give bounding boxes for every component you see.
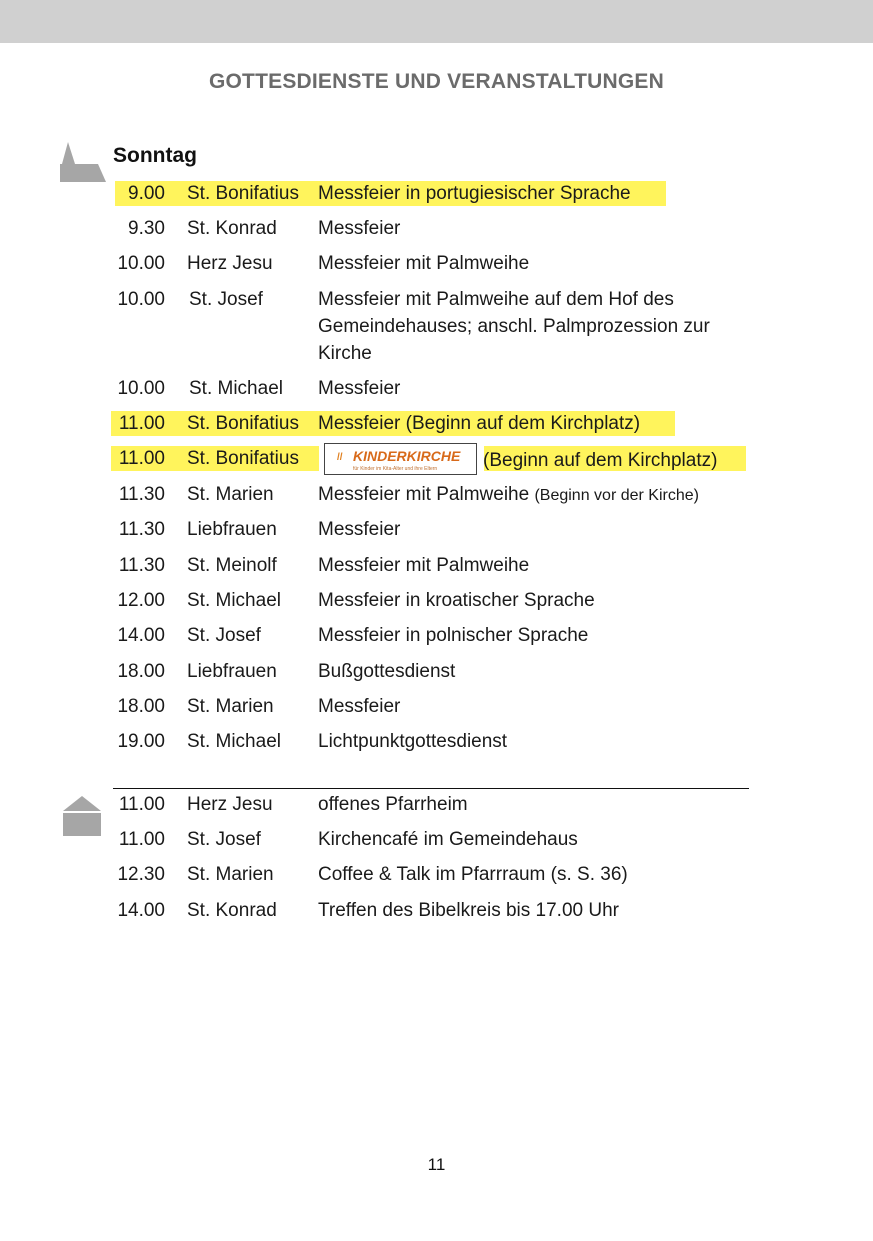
service-desc: Messfeier mit Palmweihe auf dem Hof des Gemeindehauses; anschl. Palmprozession zur Kirche — [318, 289, 710, 364]
service-time: 14.00 — [117, 625, 165, 646]
event-place: St. Marien — [187, 864, 274, 885]
service-time: 10.00 — [117, 289, 165, 310]
service-desc: Messfeier mit Palmweihe — [318, 253, 530, 274]
service-desc-text: (Beginn auf dem Kirchplatz) — [483, 450, 718, 472]
service-desc-main: Messfeier mit Palmweihe — [318, 484, 530, 505]
event-desc: Coffee & Talk im Pfarrraum (s. S. 36) — [318, 864, 628, 885]
event-time: 14.00 — [117, 900, 165, 921]
service-place: Liebfrauen — [187, 519, 277, 540]
event-desc: Kirchencafé im Gemeindehaus — [318, 829, 578, 850]
service-time: 9.00 — [128, 183, 165, 204]
event-time: 11.00 — [118, 829, 165, 850]
service-place: St. Meinolf — [187, 555, 277, 576]
kinderkirche-logo-subtitle: für Kinder im Kita-Alter und ihre Eltern — [353, 466, 438, 472]
service-desc — [318, 481, 758, 509]
service-time: 18.00 — [117, 661, 165, 682]
service-desc: Lichtpunktgottesdienst — [318, 731, 508, 752]
service-place: Herz Jesu — [187, 253, 273, 274]
page-number: 11 — [427, 1155, 446, 1174]
event-desc: offenes Pfarrheim — [318, 794, 468, 815]
service-place: St. Bonifatius — [187, 413, 299, 434]
kinderkirche-logo-graphic — [325, 444, 476, 474]
service-desc: Messfeier in portugiesischer Sprache — [318, 183, 631, 204]
event-desc: Treffen des Bibelkreis bis 17.00 Uhr — [318, 900, 619, 921]
service-place: St. Josef — [187, 625, 261, 646]
day-heading: Sonntag — [113, 144, 197, 167]
service-place: St. Bonifatius — [187, 448, 299, 469]
service-place: St. Bonifatius — [187, 183, 299, 204]
church-icon — [58, 140, 106, 184]
service-time: 18.00 — [117, 696, 165, 717]
service-desc: Messfeier — [318, 218, 401, 239]
service-place: St. Josef — [189, 289, 263, 310]
service-time: 9.30 — [128, 218, 165, 239]
service-time: 11.00 — [118, 413, 165, 434]
service-place: St. Marien — [187, 484, 274, 505]
service-time: 11.00 — [118, 448, 165, 469]
section-divider — [113, 788, 749, 789]
page-title: GOTTESDIENSTE UND VERANSTALTUNGEN — [208, 70, 664, 93]
kinderkirche-logo — [324, 443, 477, 475]
service-desc: Messfeier in kroatischer Sprache — [318, 590, 595, 611]
service-place: Liebfrauen — [187, 661, 277, 682]
service-desc: Messfeier (Beginn auf dem Kirchplatz) — [318, 413, 641, 434]
service-desc: Messfeier in polnischer Sprache — [318, 625, 589, 646]
service-desc: Messfeier — [318, 519, 401, 540]
service-place: St. Michael — [187, 731, 281, 752]
top-gray-bar — [0, 0, 873, 43]
service-place: St. Konrad — [187, 218, 277, 239]
event-place: Herz Jesu — [187, 794, 273, 815]
svg-text://: // — [337, 452, 343, 463]
service-desc: Messfeier — [318, 378, 401, 399]
service-desc — [324, 445, 764, 477]
event-time: 11.00 — [118, 794, 165, 815]
service-time: 10.00 — [117, 378, 165, 399]
event-place: St. Konrad — [187, 900, 277, 921]
service-time: 11.30 — [118, 484, 165, 505]
service-time: 19.00 — [117, 731, 165, 752]
kinderkirche-logo-text: KINDERKIRCHE — [353, 448, 461, 464]
service-time: 12.00 — [117, 590, 165, 611]
service-desc: Messfeier — [318, 696, 401, 717]
event-time: 12.30 — [117, 864, 165, 885]
service-time: 10.00 — [117, 253, 165, 274]
house-icon — [62, 795, 102, 837]
service-place: St. Michael — [187, 590, 281, 611]
service-desc-note: (Beginn vor der Kirche) — [534, 487, 699, 504]
service-place: St. Marien — [187, 696, 274, 717]
service-time: 11.30 — [118, 519, 165, 540]
event-place: St. Josef — [187, 829, 261, 850]
service-time: 11.30 — [118, 555, 165, 576]
service-place: St. Michael — [189, 378, 283, 399]
service-desc: Bußgottesdienst — [318, 661, 456, 682]
service-desc: Messfeier mit Palmweihe — [318, 555, 530, 576]
